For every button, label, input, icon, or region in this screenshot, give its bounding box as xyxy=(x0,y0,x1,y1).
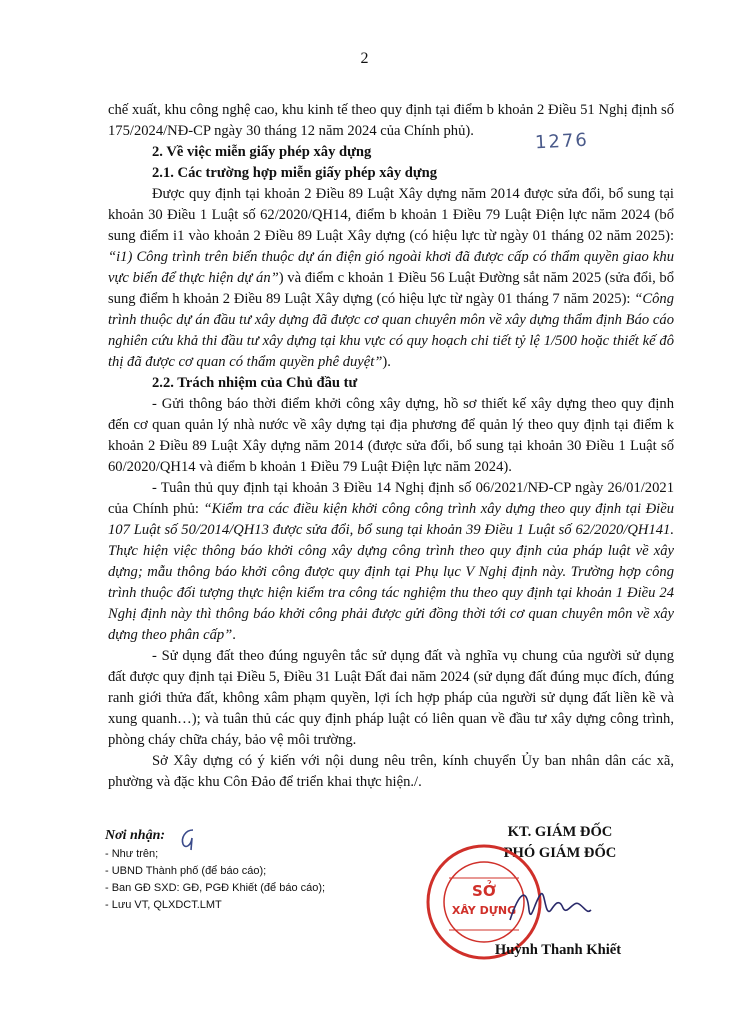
quoted-text: “Công trình thuộc dự án đầu tư xây dựng đã được cơ quan chuyên môn về xây dựng thẩm định Báo cáo nghiên cứu khả thi đầu tư xây dựng tại khu vực có quy hoạch chi tiết tỷ lệ 1/500 hoặc thiết kế đô thị đã được cơ quan có thẩm quyền phê duyệt” xyxy=(108,291,674,370)
page-number: 2 xyxy=(360,50,369,67)
section-heading: 2. Về việc miễn giấy phép xây dựng xyxy=(152,144,372,160)
text-run: - Tuân thủ quy định tại khoản 3 Điều 14 Nghị định số 06/2021/NĐ-CP ngày 26/01/2021 của Chính phủ: xyxy=(108,480,674,517)
paragraph: Sở Xây dựng có ý kiến với nội dung nêu trên, kính chuyển Ủy ban nhân dân các xã, phường và đặc khu Côn Đảo để triển khai thực hiện./. xyxy=(108,753,674,790)
paragraph: - Sử dụng đất theo đúng nguyên tắc sử dụng đất và nghĩa vụ chung của người sử dụng đất được quy định tại Điều 5, Điều 31 Luật Đất đai năm 2024 (sử dụng đất đúng mục đích, đúng ranh giới thửa đất, không xâm phạm quyền, lợi ích hợp pháp của người sử dụng đất liền kề và xung quanh…); và tuân thủ các quy định pháp luật có liên quan về đầu tư xây dựng công trình, phòng cháy chữa cháy, bảo vệ môi trường. xyxy=(108,648,674,748)
recipient-item: - UBND Thành phố (để báo cáo); xyxy=(105,865,267,877)
text-run: ). xyxy=(382,354,391,370)
document-body xyxy=(108,100,674,793)
recipient-item: - Ban GĐ SXD: GĐ, PGĐ Khiết (để báo cáo); xyxy=(105,882,326,894)
handwritten-signature-icon xyxy=(505,880,595,930)
recipient-item: - Lưu VT, QLXDCT.LMT xyxy=(105,899,222,911)
paragraph: - Gửi thông báo thời điểm khởi công xây dựng, hồ sơ thiết kế xây dựng theo quy định đến cơ quan quản lý nhà nước về xây dựng tại địa phương để quản lý theo quy định tại điểm k khoản 2 Điều 89 Luật Xây dựng năm 2014 (được sửa đổi, bổ sung tại khoản 30 Điều 1 Luật số 60/2020/QH14 và điểm b khoản 1 Điều 79 Luật Điện lực năm 2024). xyxy=(108,396,674,475)
signer-name: Huỳnh Thanh Khiết xyxy=(494,942,622,958)
paragraph xyxy=(108,184,674,373)
signature-title: KT. GIÁM ĐỐC xyxy=(507,824,613,840)
subsection-title: 2.2. Trách nhiệm của Chủ đầu tư xyxy=(152,375,358,391)
quoted-text: “i1) Công trình trên biển thuộc dự án điện gió ngoài khơi đã được cấp có thẩm quyền giao khu vực biển để thực hiện dự án” xyxy=(108,249,674,286)
quoted-text: “Kiểm tra các điều kiện khởi công công trình xây dựng theo quy định tại Điều 107 Luật số 50/2014/QH13 được sửa đổi, bổ sung tại khoản 39 Điều 1 Luật số 62/2020/QH141. Thực hiện việc thông báo khởi công xây dựng công trình theo quy định của pháp luật về xây dựng; mẫu thông báo khởi công được quy định tại Phụ lục V Nghị định này. Trường hợp công trình thuộc đối tượng thực hiện kiểm tra công tác nghiệm thu theo quy định tại khoản 1 Điều 24 Nghị định này thì thông báo khởi công phải được gửi đồng thời tới cơ quan chuyên môn về xây dựng theo phân cấp” xyxy=(108,501,674,643)
signature-subtitle: PHÓ GIÁM ĐỐC xyxy=(503,845,617,861)
subsection-heading xyxy=(108,163,674,184)
paragraph: chế xuất, khu công nghệ cao, khu kinh tế theo quy định tại điểm b khoản 2 Điều 51 Nghị định số 175/2024/NĐ-CP ngày 30 tháng 12 năm 2024 của Chính phủ). xyxy=(108,102,674,139)
recipients-block xyxy=(105,826,355,914)
handwritten-number: 1276 xyxy=(534,129,590,154)
recipient-item: - Như trên; xyxy=(105,848,159,860)
text-run: . xyxy=(232,627,236,643)
paragraph xyxy=(108,478,674,646)
text-run: ) và điểm c khoản 1 Điều 56 Luật Đường sắt năm 2025 (sửa đổi, bổ sung điểm h khoản 2 Điều 89 Luật Xây dựng (có hiệu lực từ ngày 01 tháng 7 năm 2025): xyxy=(108,270,674,307)
text-run: Được quy định tại khoản 2 Điều 89 Luật Xây dựng năm 2014 được sửa đổi, bổ sung tại khoản 30 Điều 1 Luật số 62/2020/QH14, điểm b khoản 1 Điều 79 Luật Điện lực năm 2024 (bổ sung điểm i1 vào khoản 2 Điều 89 Luật Xây dựng (có hiệu lực từ ngày 01 tháng 02 năm 2025): xyxy=(108,186,674,244)
handwritten-initial-icon xyxy=(175,826,201,852)
subsection-title: 2.1. Các trường hợp miễn giấy phép xây dựng xyxy=(152,165,438,181)
seal-text: SỞ xyxy=(472,882,496,900)
seal-text: XÂY DỰNG xyxy=(451,904,517,917)
recipients-heading: Nơi nhận: xyxy=(105,828,166,843)
subsection-heading xyxy=(108,373,674,394)
